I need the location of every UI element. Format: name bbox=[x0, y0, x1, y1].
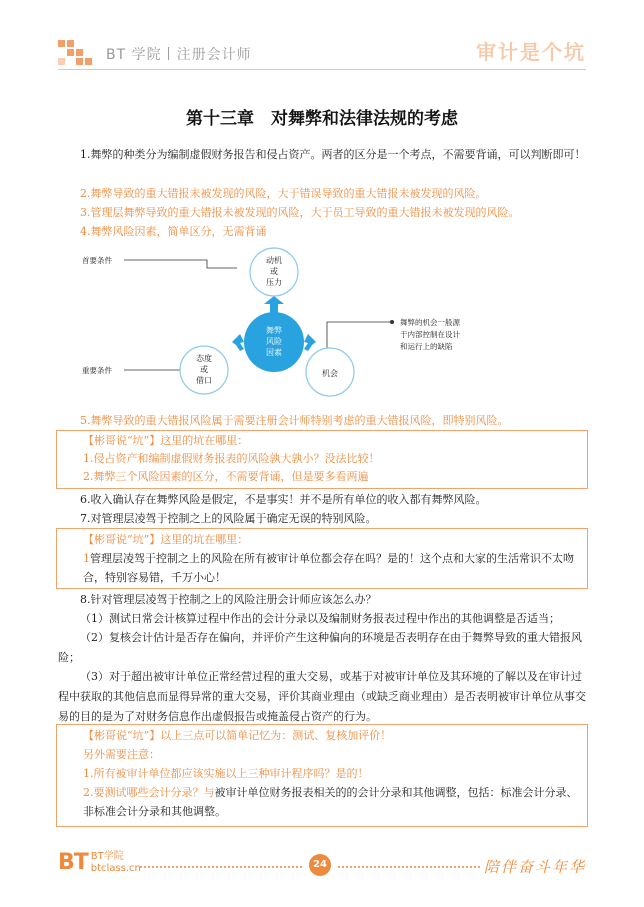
paragraph-8-1: （1）测试日常会计核算过程中作出的会计分录以及编制财务报表过程中作出的其他调整是否适当； bbox=[80, 612, 560, 625]
header-brand: BT 学院丨注册会计师 bbox=[106, 47, 252, 63]
paragraph-8-2: （2）复核会计估计是否存在偏向，并评价产生这种偏向的环境是否表明存在由于舞弊导致的重大错报风险； bbox=[58, 631, 582, 664]
paragraph-8: 8.针对管理层凌驾于控制之上的风险注册会计师应该怎么办？ bbox=[80, 593, 377, 606]
paragraph-7: 7.对管理层凌驾于控制之上的风险属于确定无误的特别风险。 bbox=[80, 512, 377, 525]
header-divider bbox=[58, 69, 586, 70]
footer-logo-mark: BT bbox=[58, 850, 88, 875]
center-line-3: 因素 bbox=[266, 348, 282, 357]
box3-line-2 bbox=[57, 783, 587, 821]
attitude-line-2: 或 bbox=[200, 365, 208, 374]
box1-heading: 【彬哥说“坑”】这里的坑在哪里： bbox=[83, 434, 249, 447]
header-slogan: 审计是个坑 bbox=[476, 40, 586, 64]
arrow-down-left bbox=[232, 334, 244, 351]
attitude-line-3: 借口 bbox=[196, 376, 212, 385]
paragraph-8-3: （3）对于超出被审计单位正常经营过程的重大交易，或基于对被审计单位及其环境的了解以及在审计过程中获取的其他信息而显得异常的重大交易，评价其商业理由（或缺乏商业理由）是否表明被审计单位从事交易的目的是为了对财务信息作出虚假报告或掩盖侵占资产的行为。 bbox=[58, 670, 586, 723]
label-important-condition: 重要条件 bbox=[82, 366, 112, 375]
paragraph-2: 2.舞弊导致的重大错报未被发现的风险，大于错误导致的重大错报未被发现的风险。 bbox=[80, 187, 487, 200]
page-number: 24 bbox=[309, 854, 331, 876]
paragraph-5: 5.舞弊导致的重大错报风险属于需要注册会计师特别考虑的重大错报风险，即特别风险。 bbox=[80, 414, 509, 427]
paragraph-6: 6.收入确认存在舞弊风险是假定，不是事实！并不是所有单位的收入都有舞弊风险。 bbox=[80, 493, 487, 506]
note-box-2 bbox=[56, 528, 588, 589]
motive-line-2: 或 bbox=[270, 267, 278, 276]
motive-line-1: 动机 bbox=[266, 256, 282, 265]
note-box-3 bbox=[56, 724, 588, 827]
label-left-connector bbox=[124, 364, 187, 370]
footer-dots-right bbox=[338, 866, 480, 868]
box3-heading: 【彬哥说“坑”】以上三点可以简单记忆为：测试、复核加评价！ bbox=[83, 729, 392, 742]
center-line-1: 舞弊 bbox=[266, 326, 282, 335]
footer-slogan: 陪伴奋斗年华 bbox=[483, 858, 586, 876]
paragraph-3: 3.管理层舞弊导致的重大错报未被发现的风险，大于员工导致的重大错报未被发现的风险。 bbox=[80, 206, 520, 219]
fraud-risk-diagram bbox=[82, 246, 552, 406]
note-connector bbox=[327, 322, 392, 351]
note-connector-dot bbox=[390, 320, 394, 324]
logo-squares-icon bbox=[58, 40, 98, 66]
box3-line-0: 另外需要注意： bbox=[83, 748, 160, 761]
footer-site: btclass.cn bbox=[90, 862, 141, 874]
label-primary-condition: 首要条件 bbox=[82, 256, 112, 265]
box3-line-1: 1.所有被审计单位都应该实施以上三种审计程序吗？是的！ bbox=[83, 767, 369, 780]
center-line-2: 风险 bbox=[266, 337, 282, 346]
box3-line-2-prefix: 2.要测试哪些会计分录？与 bbox=[83, 786, 215, 799]
box1-line-1: 1.侵占资产和编制虚假财务报表的风险孰大孰小？没法比较！ bbox=[83, 452, 380, 465]
chapter-title: 第十三章 对舞弊和法律法规的考虑 bbox=[186, 109, 458, 129]
arrow-down-right bbox=[304, 334, 316, 351]
box2-heading: 【彬哥说“坑”】这里的坑在哪里： bbox=[83, 533, 249, 546]
attitude-line-1: 态度 bbox=[196, 354, 212, 363]
note-line-2: 于内部控制在设计 bbox=[400, 330, 460, 339]
box1-line-2: 2.舞弊三个风险因素的区分，不需要背诵，但是要多看两遍 bbox=[83, 470, 369, 483]
footer-logo bbox=[58, 850, 141, 875]
footer-name: BT学院 bbox=[90, 850, 124, 862]
box2-number: 1 bbox=[83, 552, 90, 565]
opportunity-label: 机会 bbox=[322, 369, 338, 378]
paragraph-1: 1.舞弊的种类分为编制虚假财务报告和侵占资产。两者的区分是一个考点，不需要背诵，可以判断即可！ bbox=[80, 148, 586, 161]
footer-dots-left bbox=[140, 866, 302, 868]
note-line-3: 和运行上的缺陷 bbox=[400, 342, 453, 351]
page-header bbox=[0, 0, 644, 80]
footer-logo-text bbox=[91, 851, 141, 875]
note-box-1 bbox=[56, 430, 588, 489]
note-line-1: 舞弊的机会一般源 bbox=[400, 318, 460, 327]
box2-line-1 bbox=[57, 549, 587, 587]
box2-text: 管理层凌驾于控制之上的风险在所有被审计单位都会存在吗？是的！这个点和大家的生活常识不太吻合，特别容易错，千万小心！ bbox=[83, 552, 574, 584]
box3-line-2-text: 被审计单位财务报表相关的的会计分录和其他调整，包括：标准会计分录、非标准会计分录和其他调整。 bbox=[83, 786, 578, 818]
arrow-up bbox=[264, 296, 284, 314]
motive-line-3: 压力 bbox=[266, 278, 282, 287]
paragraph-4: 4.舞弊风险因素，简单区分，无需背诵 bbox=[80, 225, 267, 238]
label-top-connector bbox=[124, 260, 237, 268]
